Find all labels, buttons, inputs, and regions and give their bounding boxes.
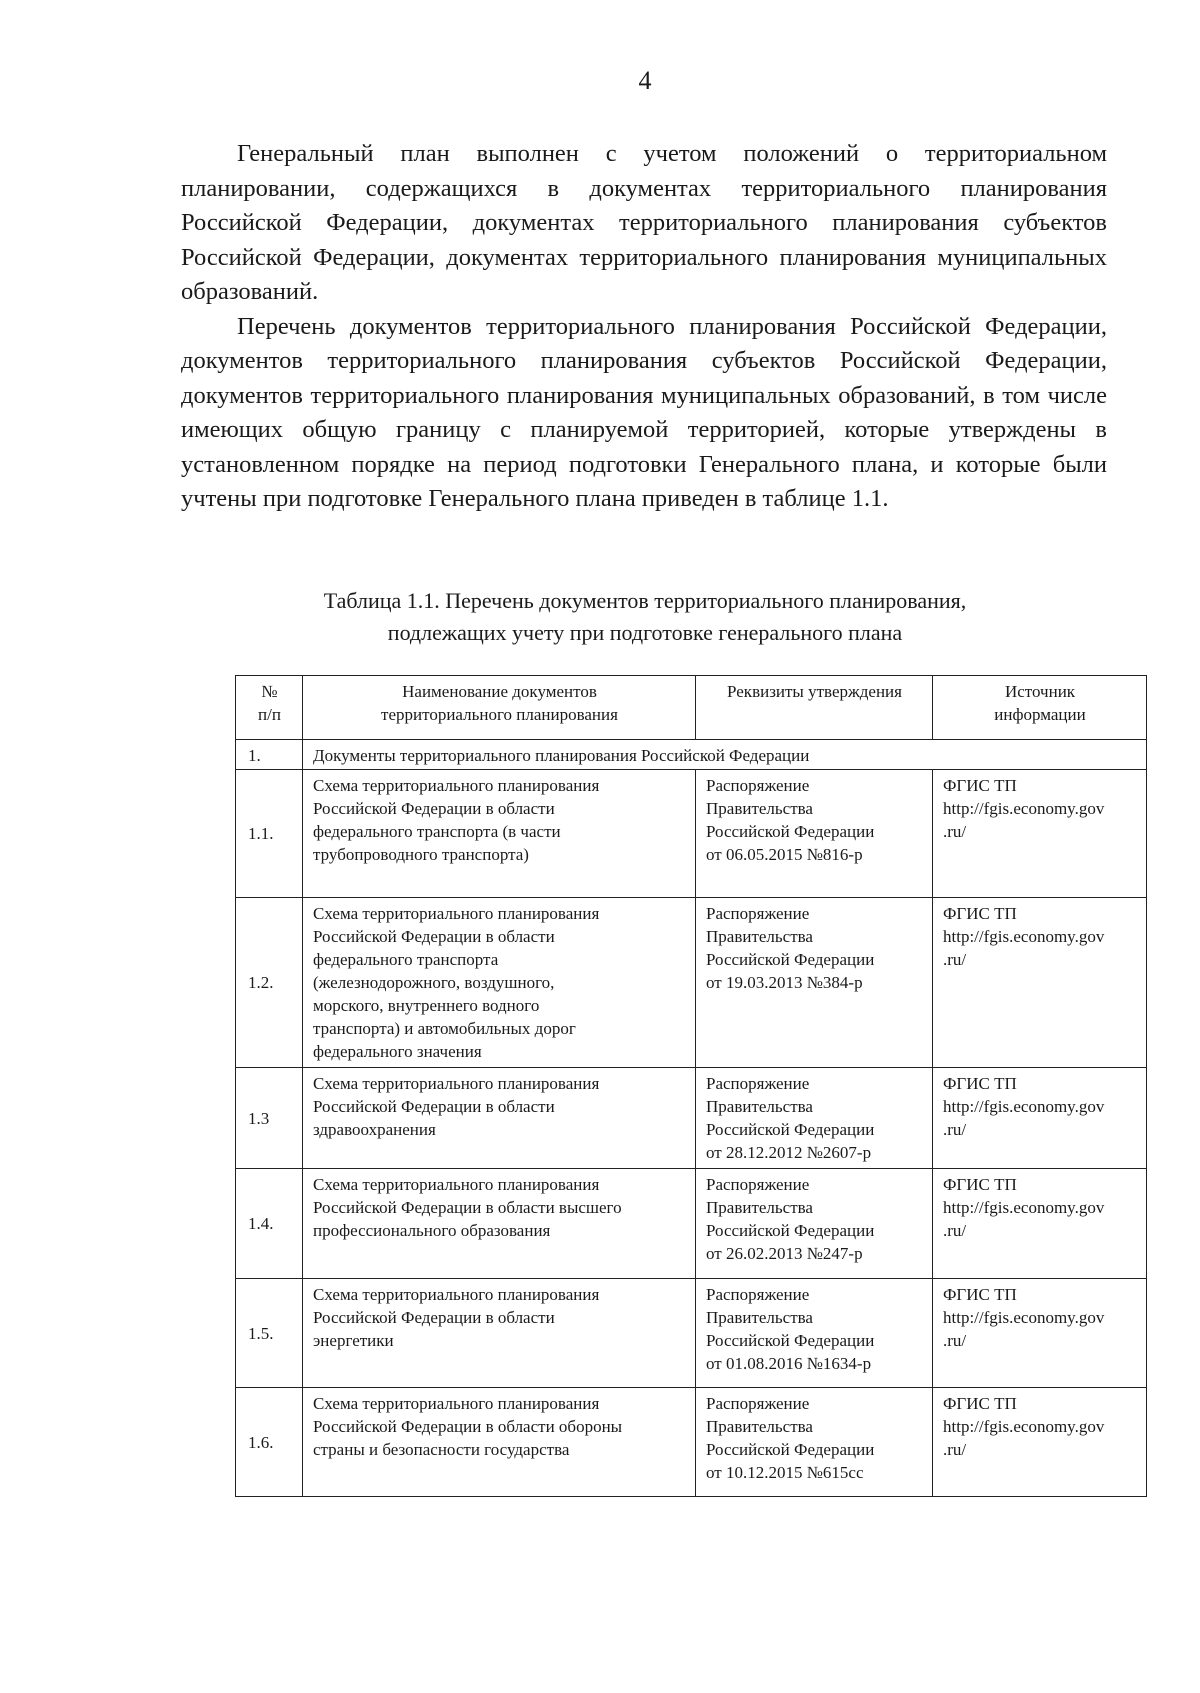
table-header	[236, 676, 1147, 740]
row-requisites-line: Российской Федерации	[706, 1440, 875, 1459]
row-source-line: ФГИС ТП	[943, 904, 1017, 923]
row-name-line: транспорта) и автомобильных дорог	[313, 1019, 576, 1038]
row-source-line: http://fgis.economy.gov	[943, 1198, 1105, 1217]
row-name-line: федерального транспорта (в части	[313, 822, 561, 841]
row-requisites-line: Российской Федерации	[706, 822, 875, 841]
row-name-line: профессионального образования	[313, 1221, 551, 1240]
row-requisites	[696, 1169, 933, 1279]
row-num: 1.4.	[236, 1169, 303, 1279]
row-requisites-line: Российской Федерации	[706, 1331, 875, 1350]
row-name-line: страны и безопасности государства	[313, 1440, 570, 1459]
row-name	[303, 1279, 696, 1388]
row-name-line: федерального транспорта	[313, 950, 499, 969]
documents-table	[235, 675, 1147, 1497]
row-num: 1.3	[236, 1068, 303, 1169]
row-name-line: Схема территориального планирования	[313, 1175, 600, 1194]
table-caption-line: подлежащих учету при подготовке генерального плана	[387, 620, 903, 645]
row-source-line: ФГИС ТП	[943, 1175, 1017, 1194]
row-source-line: http://fgis.economy.gov	[943, 927, 1105, 946]
table-body	[236, 740, 1147, 1497]
header-source-line: Источник	[1004, 682, 1076, 701]
row-source-line: .ru/	[943, 1331, 967, 1350]
row-source	[933, 898, 1147, 1068]
row-name-line: Российской Федерации в области	[313, 799, 555, 818]
row-requisites-line: Правительства	[706, 1308, 813, 1327]
row-name-line: морского, внутреннего водного	[313, 996, 540, 1015]
row-source-line: .ru/	[943, 1120, 967, 1139]
section-num: 1.	[236, 740, 303, 770]
row-requisites-line: Распоряжение	[706, 904, 810, 923]
row-requisites-line: Распоряжение	[706, 1285, 810, 1304]
row-source-line: http://fgis.economy.gov	[943, 799, 1105, 818]
row-name	[303, 1388, 696, 1497]
row-requisites	[696, 898, 933, 1068]
row-name-line: Российской Федерации в области	[313, 1097, 555, 1116]
table-row	[236, 898, 1147, 1068]
row-name-line: Схема территориального планирования	[313, 1394, 600, 1413]
row-source-line: ФГИС ТП	[943, 1285, 1017, 1304]
row-requisites	[696, 770, 933, 898]
row-num: 1.1.	[236, 770, 303, 898]
header-requisites	[696, 676, 933, 740]
row-name-line: Схема территориального планирования	[313, 1074, 600, 1093]
row-source-line: ФГИС ТП	[943, 1074, 1017, 1093]
row-num: 1.5.	[236, 1279, 303, 1388]
table-row	[236, 770, 1147, 898]
row-requisites-line: Правительства	[706, 1417, 813, 1436]
row-source-line: ФГИС ТП	[943, 776, 1017, 795]
row-requisites-line: Правительства	[706, 1198, 813, 1217]
section-title: Документы территориального планирования Российской Федерации	[303, 740, 1147, 770]
row-requisites-line: от 06.05.2015 №816-р	[706, 845, 863, 864]
section-row	[236, 740, 1147, 770]
row-source	[933, 1279, 1147, 1388]
row-source-line: .ru/	[943, 1221, 967, 1240]
row-source-line: http://fgis.economy.gov	[943, 1308, 1105, 1327]
table-row	[236, 1279, 1147, 1388]
row-requisites-line: от 10.12.2015 №615сс	[706, 1463, 864, 1482]
row-name-line: федерального значения	[313, 1042, 482, 1061]
header-source-line: информации	[994, 705, 1086, 724]
row-source	[933, 1388, 1147, 1497]
table-caption-line: Таблица 1.1. Перечень документов территориального планирования,	[323, 588, 967, 613]
row-name-line: Российской Федерации в области обороны	[313, 1417, 623, 1436]
header-name	[303, 676, 696, 740]
table-row	[236, 1169, 1147, 1279]
paragraph: Генеральный план выполнен с учетом положений о территориальном планировании, содержащихся в документах территориального планирования Российской Федерации, документах территориального планирования субъектов Российской Федерации, документах территориального планирования муниципальных образований.	[181, 140, 1107, 305]
row-requisites-line: Распоряжение	[706, 1394, 810, 1413]
row-source-line: http://fgis.economy.gov	[943, 1417, 1105, 1436]
header-name-line: Наименование документов	[402, 682, 597, 701]
row-num: 1.2.	[236, 898, 303, 1068]
row-requisites-line: Правительства	[706, 927, 813, 946]
row-name	[303, 898, 696, 1068]
row-name-line: Схема территориального планирования	[313, 1285, 600, 1304]
header-source	[933, 676, 1147, 740]
row-source-line: .ru/	[943, 1440, 967, 1459]
row-name	[303, 770, 696, 898]
paragraph: Перечень документов территориального планирования Российской Федерации, документов территориального планирования субъектов Российской Федерации, документов территориального планирования муниципальных образований, в том числе имеющих общую границу с планируемой территорией, которые утверждены в установленном порядке на период подготовки Генерального плана, и которые были учтены при подготовке Генерального плана приведен в таблице 1.1.	[181, 312, 1107, 512]
row-requisites	[696, 1068, 933, 1169]
row-source-line: http://fgis.economy.gov	[943, 1097, 1105, 1116]
row-requisites-line: от 26.02.2013 №247-р	[706, 1244, 863, 1263]
row-num: 1.6.	[236, 1388, 303, 1497]
row-requisites-line: Российской Федерации	[706, 1120, 875, 1139]
row-name-line: энергетики	[313, 1331, 394, 1350]
row-requisites	[696, 1388, 933, 1497]
row-requisites-line: от 28.12.2012 №2607-р	[706, 1143, 872, 1162]
row-name	[303, 1169, 696, 1279]
row-name-line: Схема территориального планирования	[313, 776, 600, 795]
row-name-line: здравоохранения	[313, 1120, 436, 1139]
row-source	[933, 1169, 1147, 1279]
row-name-line: Российской Федерации в области	[313, 927, 555, 946]
row-requisites-line: Правительства	[706, 799, 813, 818]
row-requisites-line: Правительства	[706, 1097, 813, 1116]
table-row	[236, 1388, 1147, 1497]
header-num-line: №	[261, 682, 278, 701]
row-source-line: ФГИС ТП	[943, 1394, 1017, 1413]
row-source	[933, 1068, 1147, 1169]
table-caption	[150, 585, 1140, 649]
header-requisites-line: Реквизиты утверждения	[727, 682, 902, 701]
row-source	[933, 770, 1147, 898]
row-source-line: .ru/	[943, 950, 967, 969]
table-row	[236, 1068, 1147, 1169]
row-name	[303, 1068, 696, 1169]
header-num	[236, 676, 303, 740]
row-name-line: Схема территориального планирования	[313, 904, 600, 923]
row-name-line: трубопроводного транспорта)	[313, 845, 529, 864]
row-requisites-line: от 01.08.2016 №1634-р	[706, 1354, 872, 1373]
row-source-line: .ru/	[943, 822, 967, 841]
header-name-line: территориального планирования	[381, 705, 618, 724]
row-name-line: Российской Федерации в области	[313, 1308, 555, 1327]
row-requisites-line: от 19.03.2013 №384-р	[706, 973, 863, 992]
page-number: 4	[638, 66, 652, 95]
header-num-line: п/п	[258, 705, 281, 724]
body-text	[181, 137, 1107, 517]
row-requisites	[696, 1279, 933, 1388]
row-requisites-line: Распоряжение	[706, 1074, 810, 1093]
row-name-line: (железнодорожного, воздушного,	[313, 973, 555, 992]
row-requisites-line: Распоряжение	[706, 776, 810, 795]
row-requisites-line: Российской Федерации	[706, 1221, 875, 1240]
row-requisites-line: Распоряжение	[706, 1175, 810, 1194]
row-requisites-line: Российской Федерации	[706, 950, 875, 969]
row-name-line: Российской Федерации в области высшего	[313, 1198, 622, 1217]
